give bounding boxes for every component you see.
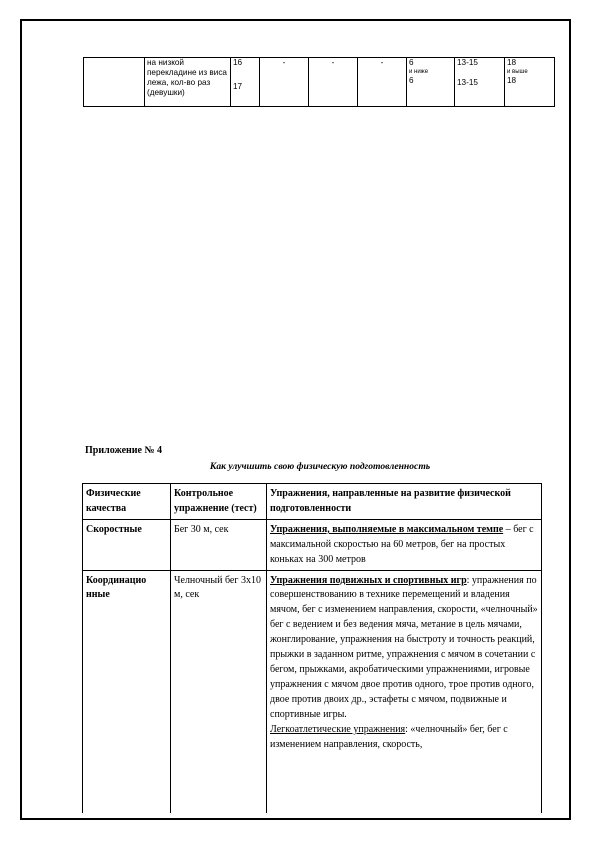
exercise-cell [267, 519, 542, 570]
exercise-table [82, 483, 542, 813]
test-cell: Бег 30 м, сек [171, 519, 267, 570]
exercise-name-cell: на низкой перекладине из виса лежа, кол-во раз (девушки) [145, 58, 231, 107]
cell-value: 18 [507, 58, 517, 67]
table-row [83, 519, 542, 570]
cell-value: 6 [409, 76, 414, 85]
appendix-label: Приложение № 4 [85, 445, 163, 456]
cell-value: 6 [409, 58, 414, 67]
results-table [83, 57, 555, 107]
test-cell: Челночный бег 3х10 м, сек [171, 570, 267, 813]
header-exercises: Упражнения, направленные на развитие физической подготовленности [267, 484, 542, 520]
cell-note: и ниже [409, 69, 429, 75]
appendix-title: Как улучшить свою физическую подготовленность [209, 461, 431, 472]
table-cell [407, 58, 455, 107]
exercise-text-2: : «челночный» бег, бег с изменением направления, скорость, [270, 723, 508, 750]
quality-cell: Скоростные [83, 519, 171, 570]
exercise-cell [267, 570, 542, 813]
table-cell [505, 58, 555, 107]
table-cell [84, 58, 145, 107]
exercise-heading: Упражнения, выполняемые в максимальном темпе [270, 523, 504, 535]
cell-value: 18 [507, 76, 517, 85]
table-row [83, 570, 542, 813]
table-header-row [83, 484, 542, 520]
exercise-heading-2: Легкоатлетические упражнения [270, 723, 406, 735]
cell-value: 16 [233, 58, 243, 67]
quality-cell: Координацио нные [83, 570, 171, 813]
exercise-heading: Упражнения подвижных и спортивных игр [270, 574, 467, 586]
table-cell: - [260, 58, 309, 107]
cell-value: 17 [233, 82, 243, 91]
table-cell: - [309, 58, 358, 107]
exercise-text: : упражнения по совершенствованию в технике перемещений и владения мячом, бег с изменением направления, скорости, «челночный» бег с ведением и без ведения мяча, метание в цель мячами, жонглирование, упражнения на быстроту и точность реакций, прыжки в заданном ритме, упражнения с мячом в сочетании с бегом, прыжками, акробатическими упражнениями, игровые упражнения с мячом двое против одного, трое против одного, двое против двоих др., эстафеты с мячом, подвижные и спортивные игры. [270, 574, 538, 720]
header-test: Контрольное упражнение (тест) [171, 484, 267, 520]
header-quality: Физические качества [83, 484, 171, 520]
cell-note: и выше [507, 69, 528, 75]
exercise-text: – бег с максимальной скоростью на 60 метров, бег на простых коньках на 300 метров [270, 523, 534, 565]
table-cell [455, 58, 505, 107]
table-cell: - [358, 58, 407, 107]
table-cell [231, 58, 260, 107]
exercise-table-container [82, 483, 547, 813]
cell-value: 13-15 [457, 78, 478, 87]
cell-value: 13-15 [457, 58, 478, 67]
table-row [84, 58, 555, 107]
